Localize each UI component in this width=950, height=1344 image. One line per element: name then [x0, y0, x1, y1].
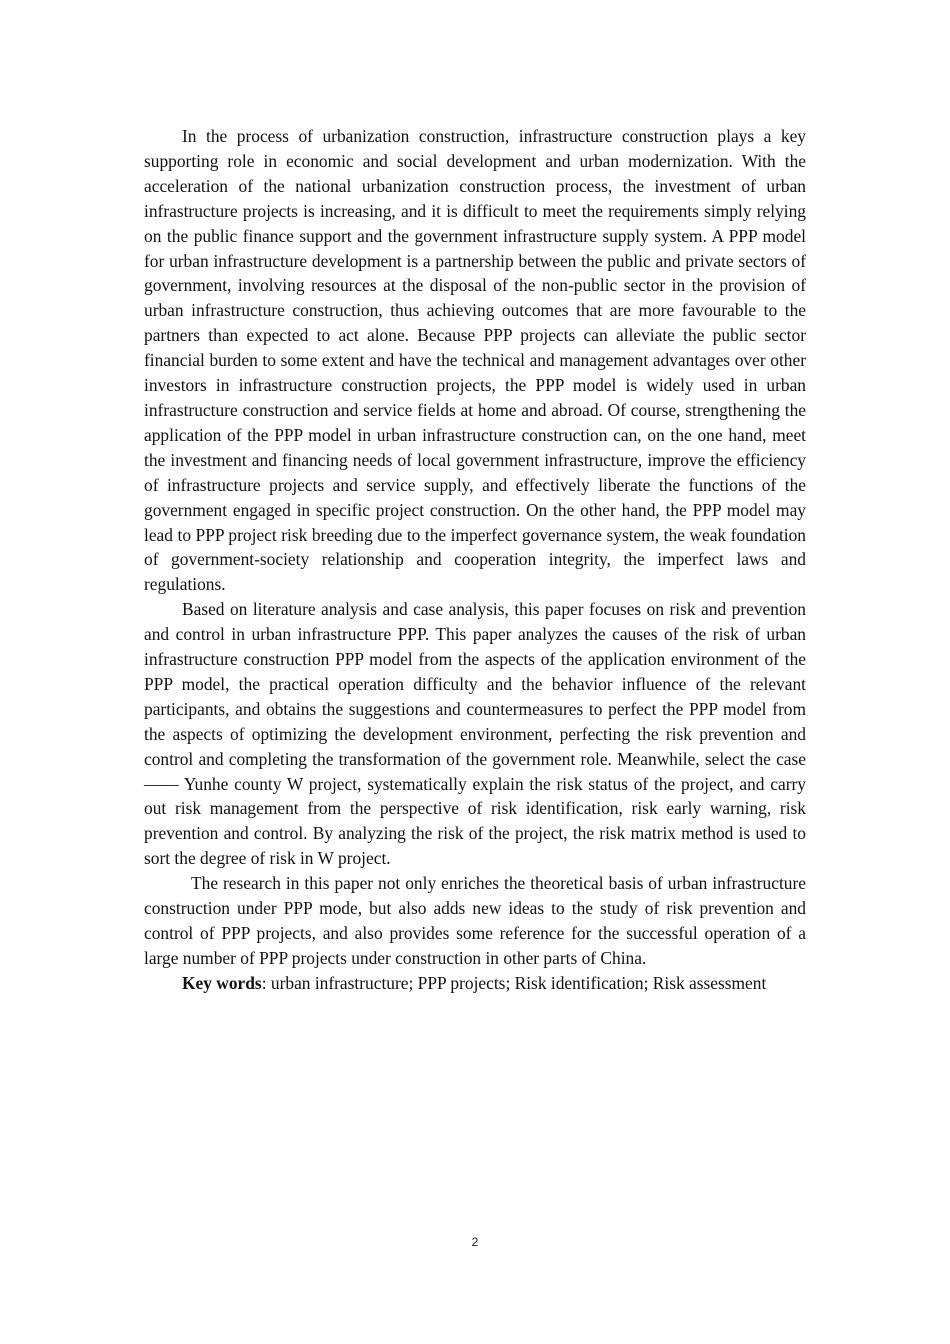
abstract-paragraph-2: Based on literature analysis and case analysis, this paper focuses on risk and prevention and control in urban infrastructure PPP. This paper analyzes the causes of the risk of urban infrastructure construction PPP model from the aspects of the application environment of the PPP model, the practical operation difficulty and the behavior influence of the relevant participants, and obtains the suggestions and countermeasures to perfect the PPP model from the aspects of optimizing the development environment, perfecting the risk prevention and control and completing the transformation of the government role. Meanwhile, select the case —— Yunhe county W project, systematically explain the risk status of the project, and carry out risk management from the perspective of risk identification, risk early warning, risk prevention and control. By analyzing the risk of the project, the risk matrix method is used to sort the degree of risk in W project.	[144, 599, 806, 869]
abstract-paragraph-3: The research in this paper not only enriches the theoretical basis of urban infrastructure construction under PPP mode, but also adds new ideas to the study of risk prevention and control of PPP projects, and also provides some reference for the successful operation of a large number of PPP projects under construction in other parts of China.	[144, 873, 806, 968]
keywords-text: : urban infrastructure; PPP projects; Risk identification; Risk assessment	[261, 972, 767, 993]
keywords-label: Key words	[182, 972, 262, 993]
keywords-line	[144, 971, 806, 996]
document-body	[144, 124, 806, 996]
page-number: 2	[471, 1235, 479, 1249]
abstract-paragraph-1: In the process of urbanization construction, infrastructure construction plays a key supporting role in economic and social development and urban modernization. With the acceleration of the national urbanization construction process, the investment of urban infrastructure projects is increasing, and it is difficult to meet the requirements simply relying on the public finance support and the government infrastructure supply system. A PPP model for urban infrastructure development is a partnership between the public and private sectors of government, involving resources at the disposal of the non-public sector in the provision of urban infrastructure construction, thus achieving outcomes that are more favourable to the partners than expected to act alone. Because PPP projects can alleviate the public sector financial burden to some extent and have the technical and management advantages over other investors in infrastructure construction projects, the PPP model is widely used in urban infrastructure construction and service fields at home and abroad. Of course, strengthening the application of the PPP model in urban infrastructure construction can, on the one hand, meet the investment and financing needs of local government infrastructure, improve the efficiency of infrastructure projects and service supply, and effectively liberate the functions of the government engaged in specific project construction. On the other hand, the PPP model may lead to PPP project risk breeding due to the imperfect governance system, the weak foundation of government-society relationship and cooperation integrity, the imperfect laws and regulations.	[144, 126, 806, 595]
